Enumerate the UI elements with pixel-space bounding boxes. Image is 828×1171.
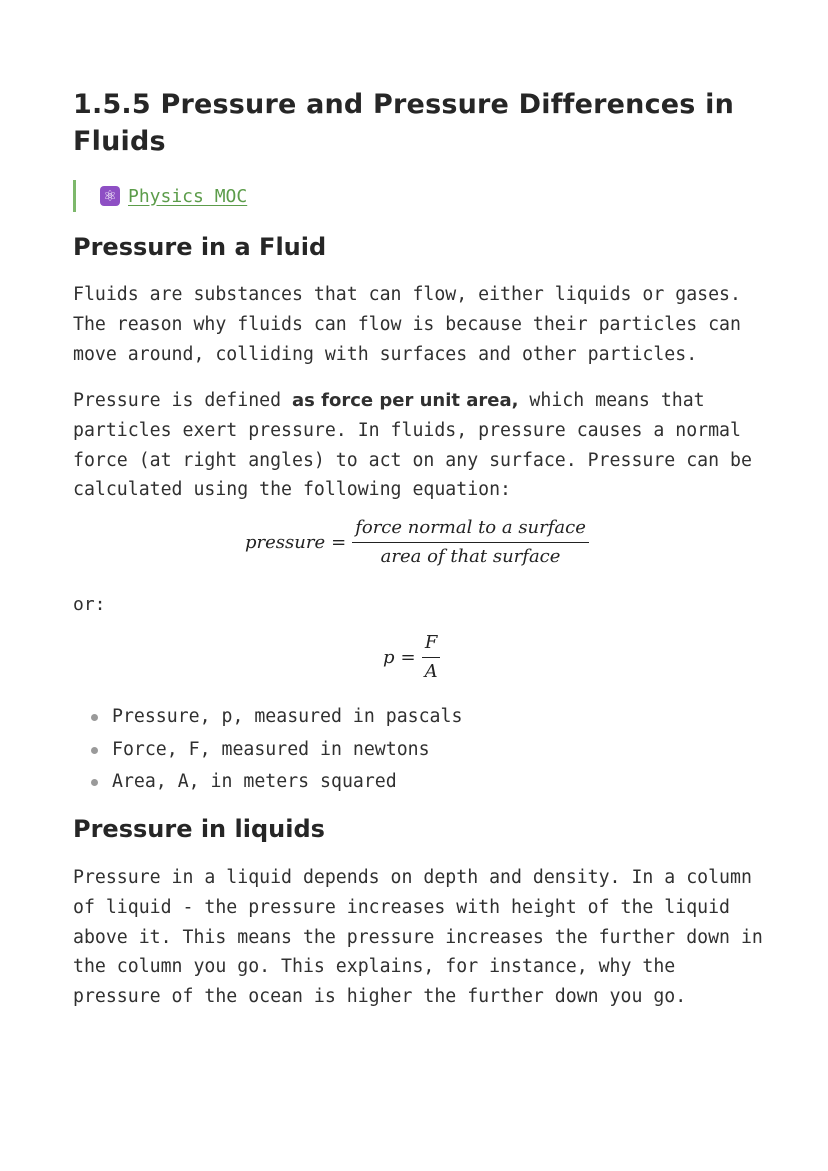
equals-sign: = (400, 647, 416, 668)
definition-bold-text: as force per unit area, (292, 390, 519, 411)
equation-numerator: F (422, 632, 441, 658)
bullet-dot-icon (91, 714, 98, 721)
paragraph-liquid-pressure: Pressure in a liquid depends on depth and density. In a column of liquid - the pressure increases with height of the liquid above it. This means the pressure increases the further down in the column you go. This explains, for instance, why the pressure of the ocean is higher the further down you go. (73, 867, 763, 1008)
equation-lhs-symbol: p (383, 647, 395, 668)
moc-callout (73, 180, 247, 212)
physics-moc-link[interactable]: Physics MOC (128, 185, 248, 207)
bullet-dot-icon (91, 779, 98, 786)
pressure-word-equation (245, 517, 589, 568)
equation-denominator: area of that surface (380, 546, 561, 567)
page-title: 1.5.5 Pressure and Pressure Differences in Fluids (73, 89, 735, 157)
list-item: Area, A, in meters squared (73, 766, 462, 799)
equation-denominator: A (424, 661, 438, 682)
atom-icon: ⚛ (100, 186, 120, 206)
equals-sign: = (331, 532, 347, 553)
equation-fraction (352, 517, 589, 568)
list-item: Force, F, measured in newtons (73, 734, 462, 767)
definition-text-start: Pressure is defined (73, 390, 292, 411)
paragraph-fluids-intro: Fluids are substances that can flow, either liquids or gases. The reason why fluids can flow is because their particles can move around, colliding with surfaces and other particles. (73, 284, 741, 365)
section-heading-pressure-in-a-fluid: Pressure in a Fluid (73, 233, 327, 261)
equation-fraction (422, 632, 441, 683)
section-heading-pressure-in-liquids: Pressure in liquids (73, 815, 325, 843)
definition-text-end: which means that particles exert pressure. In fluids, pressure causes a normal force (at right angles) to act on any surface. Pressure can be calculated using the following equation: (73, 390, 752, 501)
or-text: or: (73, 594, 106, 615)
list-item: Pressure, p, measured in pascals (73, 701, 462, 734)
units-list (73, 701, 462, 799)
pressure-symbol-equation (383, 632, 441, 683)
paragraph-pressure-definition (73, 386, 773, 505)
bullet-dot-icon (91, 747, 98, 754)
equation-lhs: pressure (245, 532, 326, 553)
equation-numerator: force normal to a surface (352, 517, 589, 543)
